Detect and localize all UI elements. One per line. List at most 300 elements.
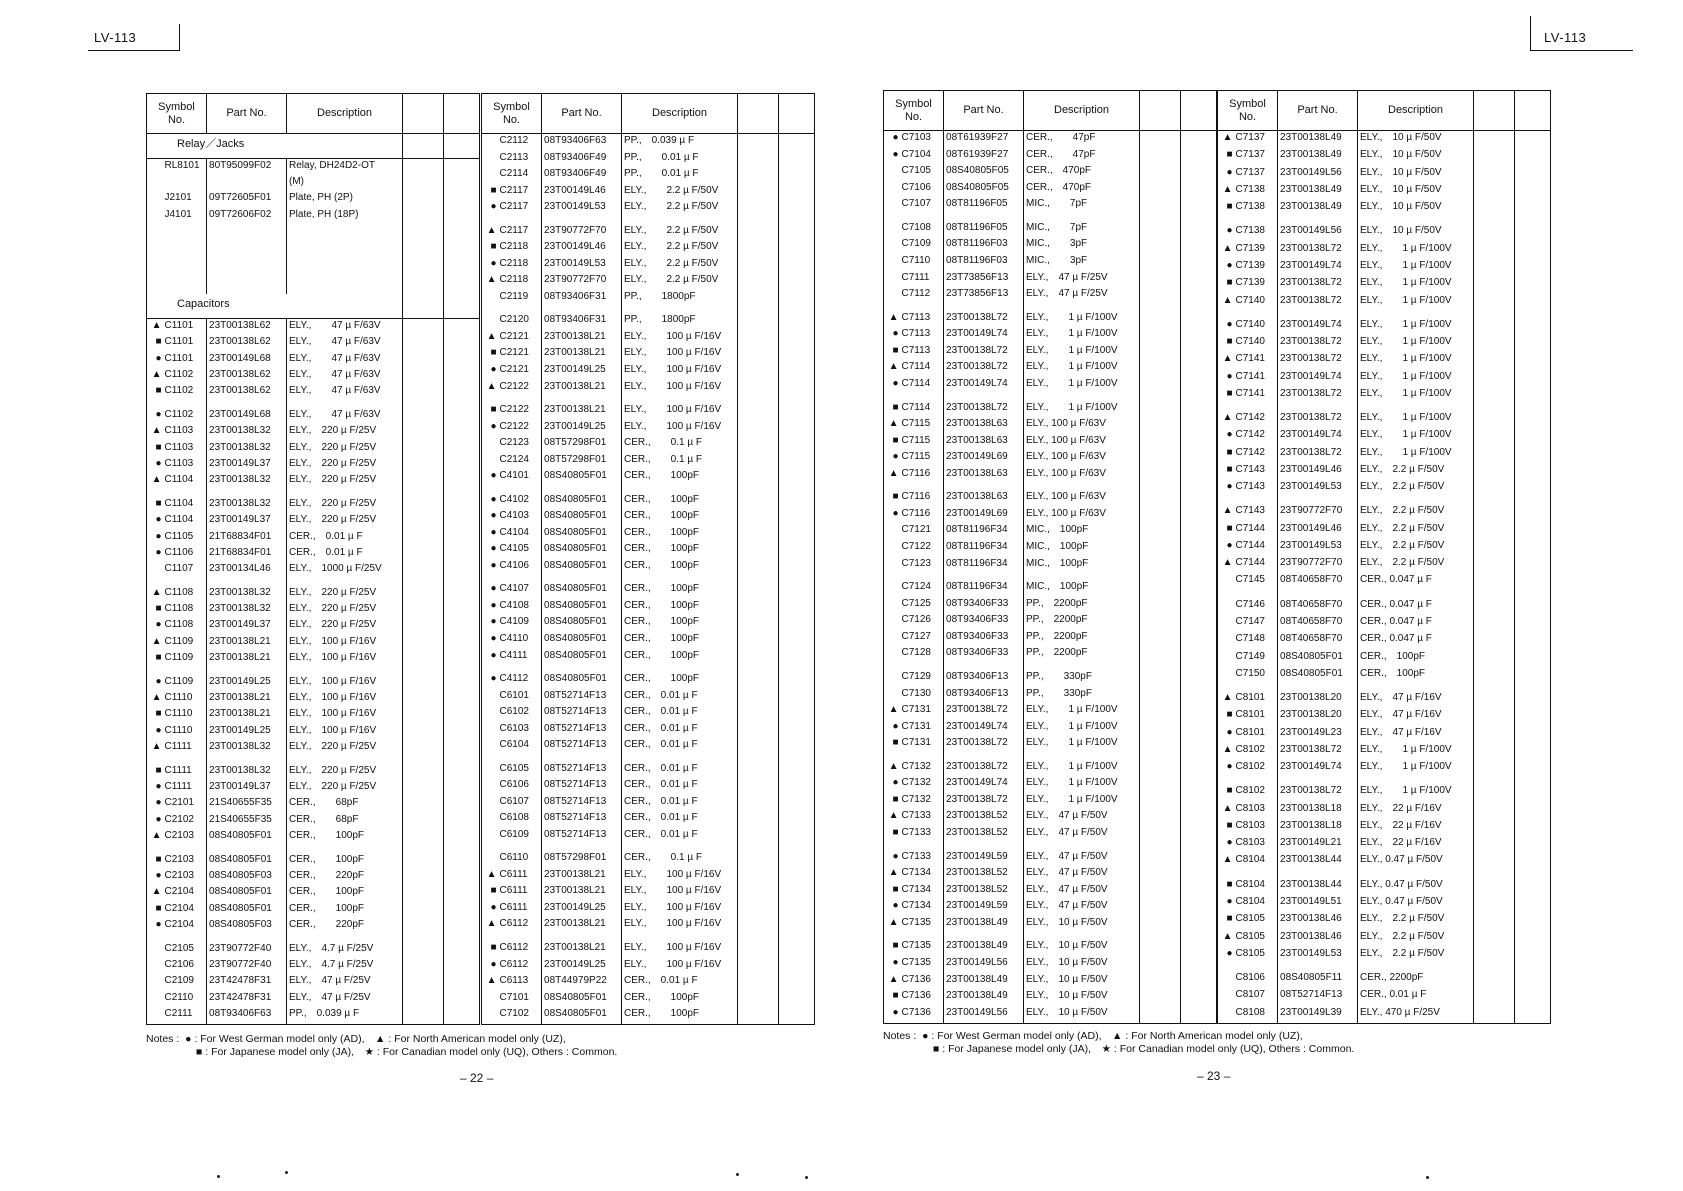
spacer-cell [1218, 217, 1278, 224]
description: ELY., 100 µ F/16V [622, 346, 738, 363]
part-no: 23T00138L21 [542, 403, 622, 420]
blank-cell [444, 991, 480, 1007]
part-no: 08T81196F34 [944, 580, 1024, 597]
blank-cell [1181, 809, 1217, 826]
table-row [482, 705, 815, 722]
blank-cell [779, 672, 815, 689]
blank-cell [1140, 597, 1181, 614]
symbol-no: C4106 [498, 559, 542, 576]
symbol-no: C2103 [163, 829, 207, 845]
symbol-no: C4111 [498, 649, 542, 666]
blank-cell [738, 901, 779, 918]
description: ELY., 1 µ F/100V [1024, 311, 1140, 328]
table-row [884, 523, 1217, 540]
spacer-row [1218, 497, 1551, 504]
symbol-no: C1110 [163, 707, 207, 723]
part-no: 08T93406F49 [542, 167, 622, 184]
notes-line-1: ● : For West German model only (AD), ▲ : For North American model only (UZ), [922, 1030, 1303, 1042]
part-no: 23T00149L37 [207, 780, 287, 796]
table-row [482, 420, 815, 437]
description: MIC., 100pF [1024, 523, 1140, 540]
blank-cell [403, 530, 444, 546]
spacer-cell [884, 843, 944, 850]
symbol-no: C7135 [900, 916, 944, 933]
description: ELY., 22 µ F/16V [1358, 802, 1474, 819]
model-marker [482, 828, 498, 845]
blank-cell [1181, 507, 1217, 524]
description: ELY., 1 µ F/100V [1024, 401, 1140, 418]
symbol-no: C8102 [1234, 760, 1278, 777]
spacer-cell [147, 401, 207, 408]
model-marker: ■ [884, 344, 900, 361]
symbol-no: C2102 [163, 813, 207, 829]
model-marker [482, 705, 498, 722]
spacer-cell [884, 932, 944, 939]
part-no: 23T00138L32 [207, 740, 287, 756]
symbol-no: C1103 [163, 457, 207, 473]
description: ELY., 2.2 µ F/50V [622, 257, 738, 274]
model-marker: ● [147, 530, 163, 546]
blank-cell [779, 559, 815, 576]
spacer-cell [1358, 871, 1474, 878]
spacer-cell [738, 665, 779, 672]
spacer-cell [944, 483, 1024, 490]
symbol-no: C2114 [498, 167, 542, 184]
symbol-no: C7115 [900, 434, 944, 451]
blank-cell [444, 424, 480, 440]
table-row [147, 530, 480, 546]
spacer-cell [884, 214, 944, 221]
table-row [147, 974, 480, 990]
blank-cell [779, 526, 815, 543]
spacer-cell [1181, 394, 1217, 401]
description: CER., 100pF [622, 493, 738, 510]
table-header-row [1218, 91, 1551, 131]
description: MIC., 7pF [1024, 221, 1140, 238]
model-marker: ● [884, 148, 900, 165]
blank-cell [1140, 311, 1181, 328]
symbol-no: C7113 [900, 311, 944, 328]
blank-cell [779, 811, 815, 828]
symbol-no: C1111 [163, 780, 207, 796]
table-row [147, 902, 480, 918]
blank-cell [1515, 895, 1551, 912]
description: ELY., 1 µ F/100V [1358, 370, 1474, 387]
symbol-no: C1108 [163, 618, 207, 634]
part-no: 08T81196F03 [944, 237, 1024, 254]
part-no: 23T00149L25 [542, 958, 622, 975]
description: ELY., 220 µ F/25V [287, 602, 403, 618]
blank-cell [444, 191, 480, 207]
description: ELY., 2.2 µ F/50V [1358, 522, 1474, 539]
blank-cell [1181, 826, 1217, 843]
spacer-cell [1474, 591, 1515, 598]
spacer-cell [207, 401, 287, 408]
description: ELY., 1 µ F/100V [1024, 793, 1140, 810]
model-marker [1218, 667, 1234, 684]
table-row [1218, 522, 1551, 539]
table-row [884, 344, 1217, 361]
part-no: 08T40658F70 [1278, 615, 1358, 632]
table-row [1218, 819, 1551, 836]
model-marker: ■ [1218, 878, 1234, 895]
description: CER., 220pF [287, 918, 403, 934]
table-row [884, 557, 1217, 574]
spacer-row [884, 214, 1217, 221]
part-no: 23T00149L25 [542, 420, 622, 437]
part-no: 23T90772F70 [1278, 556, 1358, 573]
part-no: 23T00149L56 [1278, 166, 1358, 183]
table-row [1218, 276, 1551, 293]
part-no: 08S40805F01 [207, 829, 287, 845]
spacer-cell [1218, 964, 1278, 971]
description: ELY., 47 µ F/25V [1024, 271, 1140, 288]
symbol-no: C7134 [900, 866, 944, 883]
symbol-no: C7115 [900, 450, 944, 467]
blank-cell [444, 457, 480, 473]
description: CER., 100pF [287, 885, 403, 901]
blank-cell [1140, 613, 1181, 630]
symbol-no: C7135 [900, 956, 944, 973]
symbol-no: C8106 [1234, 971, 1278, 988]
model-marker: ● [482, 615, 498, 632]
blank-cell [1140, 687, 1181, 704]
blank-cell [1140, 776, 1181, 793]
blank-cell [779, 330, 815, 347]
symbol-no: C7137 [1234, 148, 1278, 165]
spacer-row [1218, 964, 1551, 971]
symbol-no: C7135 [900, 939, 944, 956]
model-marker: ▲ [1218, 411, 1234, 428]
blank-cell [1474, 743, 1515, 760]
part-no: 08T93406F33 [944, 613, 1024, 630]
part-no: 23T00138L62 [207, 318, 287, 335]
section-heading: Capacitors [147, 294, 403, 318]
blank-cell [444, 368, 480, 384]
spacer-cell [482, 844, 542, 851]
table-row [482, 380, 815, 397]
blank-cell [403, 602, 444, 618]
column-header-part-no: Part No. [1278, 91, 1358, 131]
symbol-no: C2124 [498, 453, 542, 470]
blank-cell [738, 582, 779, 599]
model-header-left: LV-113 [94, 30, 137, 45]
model-marker [482, 313, 498, 330]
blank-cell [403, 813, 444, 829]
spacer-cell [444, 846, 480, 853]
blank-cell [1181, 646, 1217, 663]
model-marker: ▲ [482, 917, 498, 934]
symbol-no: C4103 [498, 509, 542, 526]
blank-cell [738, 828, 779, 845]
blank-cell [1181, 850, 1217, 867]
blank-cell [1140, 899, 1181, 916]
blank-cell [1140, 703, 1181, 720]
model-marker [884, 221, 900, 238]
part-no: 08S40805F01 [542, 632, 622, 649]
model-marker: ▲ [147, 473, 163, 489]
part-no: 23T00138L72 [1278, 784, 1358, 801]
blank-cell [403, 902, 444, 918]
part-no: 08T81196F05 [944, 221, 1024, 238]
table-row [482, 493, 815, 510]
symbol-no: C4110 [498, 632, 542, 649]
description: ELY., 1 µ F/100V [1024, 327, 1140, 344]
description: ELY., 100 µ F/63V [1024, 490, 1140, 507]
symbol-no: C7115 [900, 417, 944, 434]
blank-cell [1515, 294, 1551, 311]
table-row [1218, 598, 1551, 615]
description: ELY., 10 µ F/50V [1024, 956, 1140, 973]
symbol-no: C2122 [498, 403, 542, 420]
spacer-cell [1278, 497, 1358, 504]
table-row [1218, 930, 1551, 947]
part-no: 23T00149L69 [944, 507, 1024, 524]
description: ELY., 10 µ F/50V [1024, 973, 1140, 990]
part-no: 08T57298F01 [542, 436, 622, 453]
blank-cell [1474, 522, 1515, 539]
table-row [884, 450, 1217, 467]
blank-cell [1181, 866, 1217, 883]
blank-cell [1140, 344, 1181, 361]
blank-cell [738, 526, 779, 543]
spacer-cell [944, 304, 1024, 311]
table-row [1218, 743, 1551, 760]
table-row [482, 599, 815, 616]
part-no: 23T00138L63 [944, 417, 1024, 434]
blank-cell [1474, 224, 1515, 241]
blank-cell [1474, 148, 1515, 165]
blank-cell [1140, 490, 1181, 507]
blank-cell [738, 313, 779, 330]
blank-cell [1181, 287, 1217, 304]
blank-cell [1515, 802, 1551, 819]
symbol-no: C7144 [1234, 522, 1278, 539]
part-no: 08S40805F01 [542, 599, 622, 616]
table-row [147, 602, 480, 618]
spacer-cell [944, 663, 1024, 670]
blank-cell [738, 509, 779, 526]
description: CER., 0.01 µ F [287, 546, 403, 562]
spacer-row [1218, 871, 1551, 878]
description: ELY., 1 µ F/100V [1358, 411, 1474, 428]
filler-cell [403, 1023, 444, 1024]
part-no: 08T52714F13 [1278, 988, 1358, 1005]
table-row [147, 651, 480, 667]
model-marker: ▲ [147, 691, 163, 707]
part-no: 23T00138L72 [944, 760, 1024, 777]
spacer-cell [779, 755, 815, 762]
spacer-cell [147, 935, 207, 942]
part-no: 23T00149L74 [944, 377, 1024, 394]
description: ELY., 47 µ F/50V [1024, 850, 1140, 867]
blank-cell [1181, 164, 1217, 181]
description: ELY., 1 µ F/100V [1358, 784, 1474, 801]
symbol-no: C7145 [1234, 573, 1278, 590]
symbol-no: C7136 [900, 1006, 944, 1023]
description: ELY., 47 µ F/63V [287, 352, 403, 368]
blank-cell [779, 615, 815, 632]
blank-cell [1181, 670, 1217, 687]
symbol-no: C7139 [1234, 259, 1278, 276]
part-no: 23T00138L72 [1278, 352, 1358, 369]
table-row [1218, 294, 1551, 311]
symbol-no: C7127 [900, 630, 944, 647]
spacer-cell [738, 396, 779, 403]
blank-cell [738, 330, 779, 347]
table-row [884, 1006, 1217, 1023]
part-no: 23T00138L46 [1278, 930, 1358, 947]
model-marker: ● [884, 131, 900, 148]
part-no: 23T00149L74 [1278, 760, 1358, 777]
blank-cell [1515, 912, 1551, 929]
spacer-cell [779, 575, 815, 582]
part-no: 08S40805F01 [542, 582, 622, 599]
blank-cell [1515, 971, 1551, 988]
model-marker: ● [1218, 370, 1234, 387]
table-row [884, 164, 1217, 181]
description: ELY., 220 µ F/25V [287, 764, 403, 780]
description: CER., 100pF [287, 853, 403, 869]
blank-cell [738, 363, 779, 380]
description: ELY., 47 µ F/50V [1024, 826, 1140, 843]
part-no: 21T68834F01 [207, 546, 287, 562]
blank-cell [1515, 726, 1551, 743]
symbol-no: C6111 [498, 884, 542, 901]
table-row [884, 687, 1217, 704]
model-marker: ■ [147, 902, 163, 918]
blank-cell [403, 497, 444, 513]
spacer-row [147, 224, 480, 294]
spacer-cell [444, 757, 480, 764]
table-row [147, 318, 480, 335]
blank-cell [1515, 878, 1551, 895]
spacer-cell [1515, 311, 1551, 318]
blank-cell [1515, 650, 1551, 667]
filler-cell [944, 1022, 1024, 1023]
part-no: 08S40805F01 [542, 649, 622, 666]
description: ELY., 100 µ F/16V [622, 917, 738, 934]
model-marker: ● [482, 526, 498, 543]
part-no: 23T00138L21 [542, 868, 622, 885]
part-no: 23T00149L53 [542, 257, 622, 274]
blank-cell [779, 828, 815, 845]
table-row [147, 780, 480, 796]
blank-cell [779, 403, 815, 420]
part-no: 21T68834F01 [207, 530, 287, 546]
blank-cell [403, 513, 444, 529]
part-no: 23T00149L74 [1278, 318, 1358, 335]
part-no: 08T52714F13 [542, 689, 622, 706]
table-row [147, 562, 480, 578]
blank-cell [738, 240, 779, 257]
spacer-row [884, 483, 1217, 490]
blank-cell [444, 707, 480, 723]
column-header-blank [1140, 91, 1181, 131]
symbol-no: C7136 [900, 973, 944, 990]
table-header-row [884, 91, 1217, 131]
model-marker: ● [482, 599, 498, 616]
description: ELY., 2.2 µ F/50V [1358, 930, 1474, 947]
part-no: 23T00138L32 [207, 497, 287, 513]
blank-cell [1181, 181, 1217, 198]
model-marker: ▲ [1218, 242, 1234, 259]
blank-cell [779, 436, 815, 453]
model-marker: ■ [884, 826, 900, 843]
part-no: 08T81196F03 [944, 254, 1024, 271]
model-marker: ▲ [884, 809, 900, 826]
model-marker: ● [482, 420, 498, 437]
spacer-row [884, 843, 1217, 850]
table-row [1218, 539, 1551, 556]
table-row [147, 513, 480, 529]
part-no: 08T52714F13 [542, 795, 622, 812]
spacer-row [884, 932, 1217, 939]
blank-cell [1515, 183, 1551, 200]
model-marker: ● [482, 559, 498, 576]
blank-cell [738, 811, 779, 828]
description: CER., 0.01 µ F [622, 974, 738, 991]
spacer-cell [1140, 573, 1181, 580]
model-marker [482, 795, 498, 812]
table-row [482, 941, 815, 958]
spacer-cell [779, 486, 815, 493]
blank-cell [1181, 540, 1217, 557]
spacer-cell [884, 394, 944, 401]
blank-cell [738, 469, 779, 486]
part-no: 08T40658F70 [1278, 598, 1358, 615]
model-marker [884, 254, 900, 271]
table-row [482, 257, 815, 274]
blank-cell [1474, 853, 1515, 870]
blank-cell [1474, 131, 1515, 149]
table-row [884, 597, 1217, 614]
blank-cell [1140, 401, 1181, 418]
table-row [884, 736, 1217, 753]
blank-cell [1474, 387, 1515, 404]
filler-cell [1181, 1022, 1217, 1023]
scan-speck [217, 1175, 220, 1178]
blank-cell [779, 363, 815, 380]
model-marker [884, 613, 900, 630]
blank-cell [1140, 630, 1181, 647]
model-marker: ● [482, 672, 498, 689]
model-marker: ▲ [482, 273, 498, 290]
description: ELY., 1 µ F/100V [1358, 259, 1474, 276]
table-row [1218, 650, 1551, 667]
spacer-cell [884, 304, 944, 311]
part-no: 23T00149L23 [1278, 726, 1358, 743]
model-marker [884, 646, 900, 663]
spacer-cell [287, 846, 403, 853]
blank-cell [444, 764, 480, 780]
description: ELY., 2.2 µ F/50V [1358, 480, 1474, 497]
part-no: 23T00138L62 [207, 384, 287, 400]
part-no: 08T81196F05 [944, 197, 1024, 214]
blank-cell [1474, 930, 1515, 947]
part-no: 21S40655F35 [207, 796, 287, 812]
blank-cell [1474, 335, 1515, 352]
model-marker: ● [147, 352, 163, 368]
blank-cell [738, 649, 779, 666]
column-header-blank [1474, 91, 1515, 131]
model-marker: ● [1218, 166, 1234, 183]
part-no: 23T00138L52 [944, 883, 1024, 900]
table-row [1218, 446, 1551, 463]
table-row [147, 335, 480, 351]
blank-cell [779, 224, 815, 241]
symbol-no: C4105 [498, 542, 542, 559]
